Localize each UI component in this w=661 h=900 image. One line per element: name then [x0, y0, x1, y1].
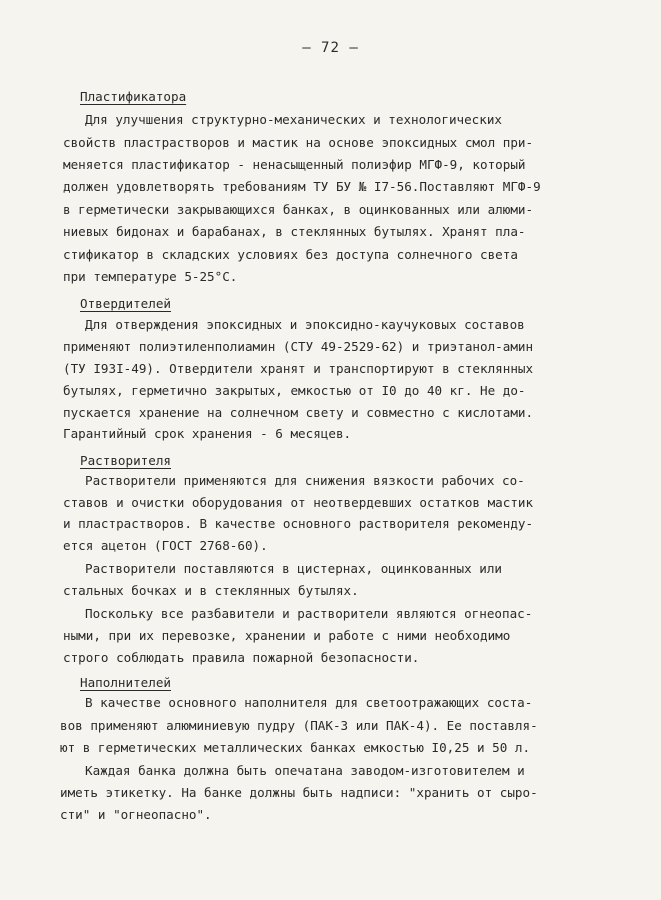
text-line: ными, при их перевозке, хранении и работе с ними необходимо	[63, 628, 511, 643]
text-line: применяют полиэтиленполиамин (СТУ 49-2529-62) и триэтанол-амин	[63, 339, 534, 354]
text-line: в герметически закрывающихся банках, в оцинкованных или алюми-	[63, 202, 534, 217]
text-line: ется ацетон (ГОСТ 2768-60).	[63, 538, 268, 553]
text-line: иметь этикетку. На банке должны быть надписи: "хранить от сыро-	[60, 785, 538, 800]
text-line: меняется пластификатор - ненасыщенный полиэфир МГФ-9, который	[63, 157, 526, 172]
text-line: ют в герметических металлических банках емкостью I0,25 и 50 л.	[60, 740, 531, 755]
text-line: Растворители применяются для снижения вязкости рабочих со-	[85, 473, 525, 488]
text-line: ниевых бидонах и барабанах, в стеклянных бутылях. Хранят пла-	[63, 224, 526, 239]
text-line: свойств пластрастворов и мастик на основе эпоксидных смол при-	[63, 135, 534, 150]
text-line: Для отверждения эпоксидных и эпоксидно-каучуковых составов	[85, 317, 525, 332]
text-line: (ТУ I93I-49). Отвердители хранят и транспортируют в стеклянных	[63, 361, 534, 376]
text-line: и пластрастворов. В качестве основного растворителя рекоменду-	[63, 516, 534, 531]
section-heading-fillers: Наполнителей	[80, 675, 171, 690]
text-line: строго соблюдать правила пожарной безопасности.	[63, 650, 420, 665]
section-heading-hardeners: Отвердителей	[80, 296, 171, 311]
text-line: бутылях, герметично закрытых, емкостью от I0 до 40 кг. Не до-	[63, 383, 526, 398]
text-line: В качестве основного наполнителя для светоотражающих соста-	[85, 695, 533, 710]
text-line: Для улучшения структурно-механических и технологических	[85, 112, 503, 127]
section-heading-solvents: Растворителя	[80, 453, 171, 468]
text-line: Поскольку все разбавители и растворители являются огнеопас-	[85, 606, 533, 621]
text-line: стальных бочках и в стеклянных бутылях.	[63, 583, 359, 598]
text-line: ставов и очистки оборудования от неотвердевших остатков мастик	[63, 495, 534, 510]
page-number: — 72 —	[302, 40, 359, 56]
text-line: стификатор в складских условиях без доступа солнечного света	[63, 247, 518, 262]
text-line: вов применяют алюминиевую пудру (ПАК-3 или ПАК-4). Ее поставля-	[60, 718, 538, 733]
text-line: должен удовлетворять требованиям ТУ БУ № I7-56.Поставляют МГФ-9	[63, 179, 541, 194]
text-line: Каждая банка должна быть опечатана заводом-изготовителем и	[85, 763, 525, 778]
section-heading-plasticizer: Пластификатора	[80, 89, 187, 104]
text-line: пускается хранение на солнечном свету и совместно с кислотами.	[63, 405, 534, 420]
text-line: сти" и "огнеопасно".	[60, 807, 212, 822]
text-line: Растворители поставляются в цистернах, оцинкованных или	[85, 561, 503, 576]
text-line: Гарантийный срок хранения - 6 месяцев.	[63, 426, 352, 441]
text-line: при температуре 5-25°С.	[63, 269, 238, 284]
